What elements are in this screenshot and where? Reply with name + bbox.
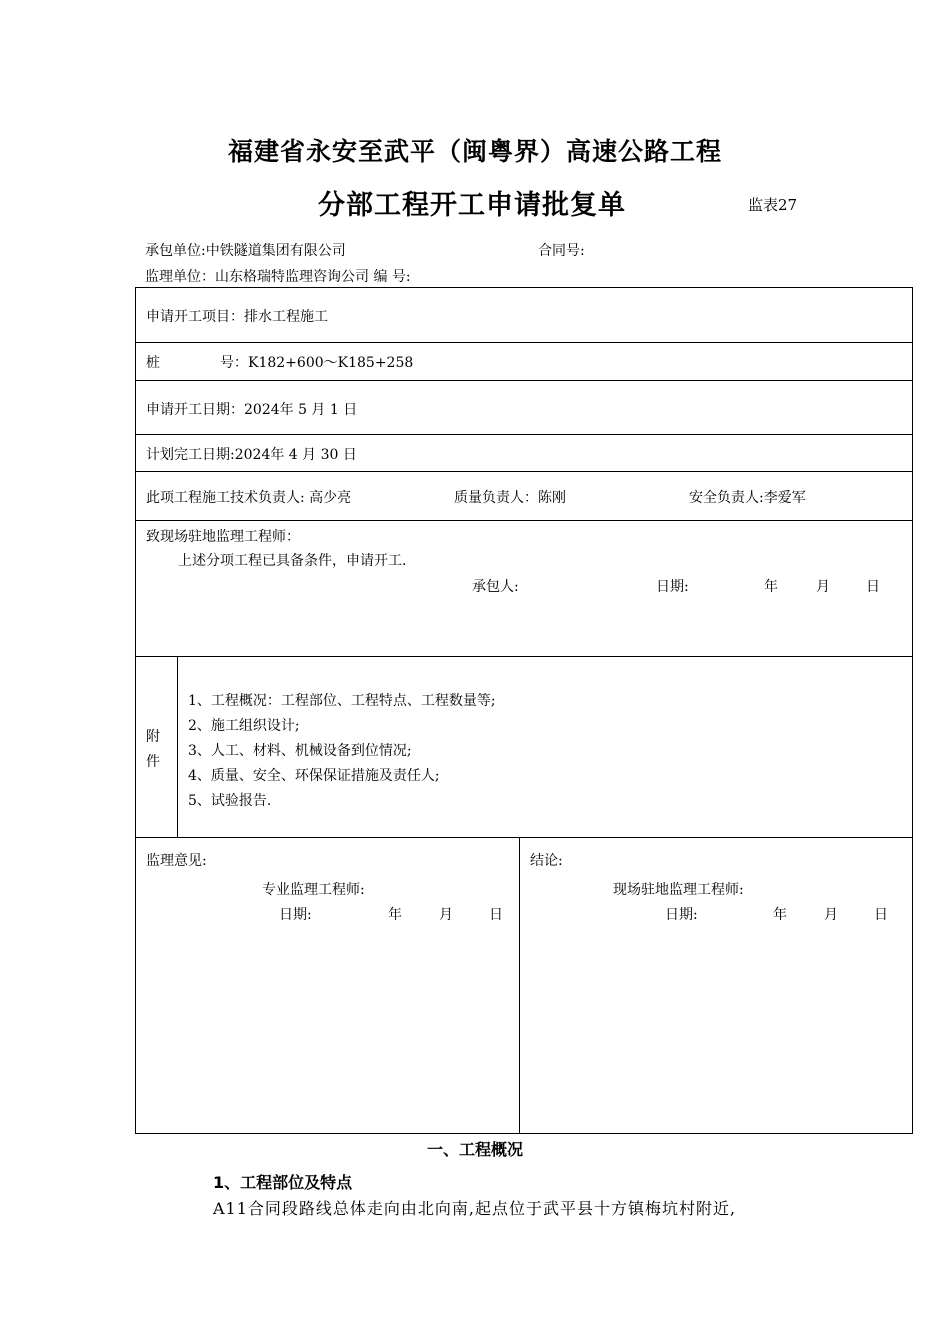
subsection-heading: 1、工程部位及特点: [213, 1173, 353, 1192]
row-divider: [136, 434, 912, 435]
row-divider: [136, 342, 912, 343]
technical-lead: 此项工程施工技术负责人: 高少亮: [146, 490, 352, 506]
request-date-month: 月: [816, 579, 830, 595]
conclusion-date-year: 年: [773, 907, 787, 923]
request-date-label: 日期:: [656, 579, 689, 595]
row-divider: [136, 656, 912, 657]
row-divider: [136, 471, 912, 472]
safety-lead: 安全负责人:李爱军: [689, 490, 806, 506]
supervisor-unit: 监理单位：山东格瑞特监理咨询公司 编 号:: [145, 269, 411, 285]
opinion-date-day: 日: [489, 907, 503, 923]
specialist-engineer-label: 专业监理工程师:: [262, 882, 365, 898]
resident-engineer-label: 现场驻地监理工程师:: [613, 882, 744, 898]
document-title: 福建省永安至武平（闽粤界）高速公路工程: [227, 137, 722, 166]
request-statement: 上述分项工程已具备条件，申请开工.: [178, 553, 407, 569]
attachment-item: 2、施工组织设计;: [188, 718, 300, 734]
row-divider: [136, 520, 912, 521]
attachment-item: 4、质量、安全、环保保证措施及责任人;: [188, 768, 440, 784]
row-divider: [136, 837, 912, 838]
opinion-date-label: 日期:: [279, 907, 312, 923]
request-date-day: 日: [866, 579, 880, 595]
row-divider: [136, 380, 912, 381]
conclusion-date-day: 日: [874, 907, 888, 923]
stake-label: 桩: [146, 355, 160, 371]
contractor-signature-label: 承包人:: [472, 579, 519, 595]
stake-range: 号：K182+600～K185+258: [220, 355, 414, 371]
section-heading: 一、工程概况: [426, 1140, 523, 1159]
request-date-year: 年: [764, 579, 778, 595]
supervision-opinion-label: 监理意见:: [146, 853, 207, 869]
conclusion-label: 结论:: [530, 853, 563, 869]
start-date: 申请开工日期：2024年 5 月 1 日: [146, 402, 358, 418]
finish-date: 计划完工日期:2024年 4 月 30 日: [146, 447, 357, 463]
attachment-label-1: 附: [146, 729, 160, 745]
attachment-label-2: 件: [146, 754, 160, 770]
opinion-column-divider: [519, 837, 520, 1133]
conclusion-date-month: 月: [824, 907, 838, 923]
attachment-item: 3、人工、材料、机械设备到位情况;: [188, 743, 412, 759]
application-form-table: [135, 287, 913, 1134]
contract-number: 合同号:: [538, 243, 585, 259]
opinion-date-month: 月: [439, 907, 453, 923]
attachment-column-divider: [177, 656, 178, 837]
conclusion-date-label: 日期:: [665, 907, 698, 923]
opinion-date-year: 年: [388, 907, 402, 923]
form-number: 监表27: [748, 196, 798, 214]
body-paragraph: A11合同段路线总体走向由北向南,起点位于武平县十方镇梅坑村附近,: [213, 1199, 737, 1218]
attachment-item: 1、工程概况：工程部位、工程特点、工程数量等;: [188, 693, 496, 709]
project-name: 申请开工项目：排水工程施工: [146, 309, 328, 325]
form-title: 分部工程开工申请批复单: [318, 190, 626, 221]
attachment-item: 5、试验报告.: [188, 793, 272, 809]
addressee: 致现场驻地监理工程师：: [146, 529, 300, 545]
quality-lead: 质量负责人：陈刚: [454, 490, 566, 506]
contractor-unit: 承包单位:中铁隧道集团有限公司: [145, 243, 346, 259]
